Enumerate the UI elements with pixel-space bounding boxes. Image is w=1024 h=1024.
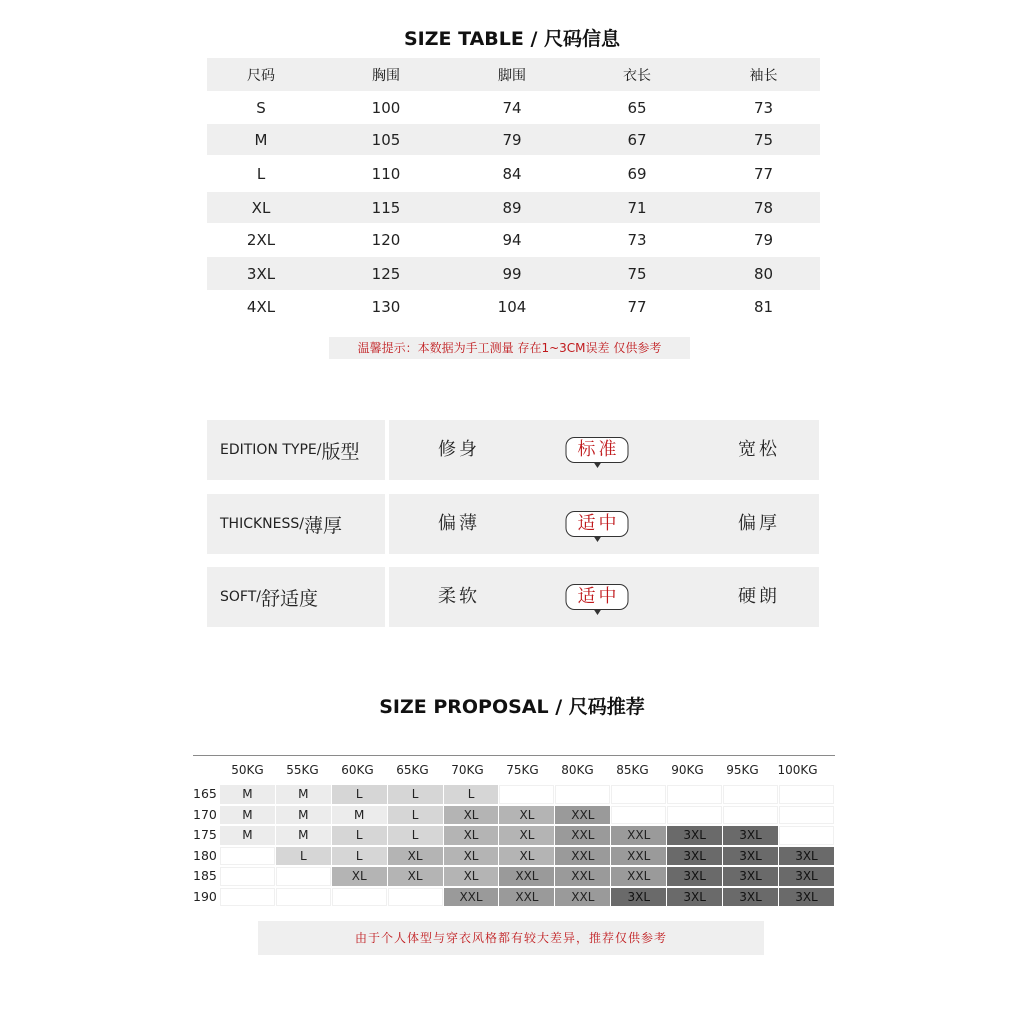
size-recommendation-cell: XXL: [499, 867, 554, 886]
attribute-label: [207, 420, 385, 480]
size-row: [207, 192, 820, 223]
size-recommendation-cell: [779, 826, 834, 845]
size-recommendation-cell: [499, 785, 554, 804]
size-cell: 75: [627, 264, 647, 283]
height-row: [193, 805, 835, 826]
height-row: [193, 825, 835, 846]
size-recommendation-cell: XL: [499, 826, 554, 845]
size-recommendation-cell: [388, 888, 443, 907]
size-recommendation-cell: M: [220, 826, 275, 845]
size-cell: 115: [371, 198, 401, 217]
header-cell: 脚围: [498, 67, 526, 84]
height-row: [193, 784, 835, 805]
size-recommendation-cell: M: [276, 826, 331, 845]
size-recommendation-cell: L: [388, 806, 443, 825]
weight-header: 70KG: [451, 763, 484, 777]
height-label: 185: [193, 868, 217, 883]
attribute-row: [207, 494, 819, 554]
size-cell: 99: [502, 264, 522, 283]
size-recommendation-cell: XL: [388, 847, 443, 866]
size-cell: 84: [502, 164, 522, 183]
height-label: 170: [193, 806, 217, 822]
size-cell: XL: [251, 198, 271, 217]
size-cell: 69: [627, 164, 647, 183]
size-recommendation-cell: [779, 806, 834, 825]
size-cell: 79: [753, 231, 774, 249]
attribute-label-en: THICKNESS/: [220, 516, 304, 532]
size-recommendation-cell: L: [276, 847, 331, 866]
size-recommendation-cell: XL: [499, 806, 554, 825]
size-cell: 3XL: [246, 264, 276, 283]
size-recommendation-cell: [779, 785, 834, 804]
size-recommendation-cell: [667, 806, 722, 825]
size-row: [207, 257, 820, 290]
size-recommendation-cell: XL: [444, 826, 499, 845]
attribute-options: [389, 420, 819, 480]
size-cell: S: [256, 98, 266, 117]
height-row: [193, 846, 835, 867]
attribute-label: [207, 494, 385, 554]
attribute-options: [389, 567, 819, 627]
size-recommendation-cell: L: [332, 826, 387, 845]
attribute-label-zh: 舒适度: [260, 587, 318, 610]
size-recommendation-cell: XL: [332, 867, 387, 886]
pointer-icon: [593, 462, 601, 468]
size-recommendation-cell: XL: [444, 867, 499, 886]
attribute-row: [207, 420, 819, 480]
attribute-option: [738, 494, 780, 554]
size-cell: 65: [627, 98, 647, 117]
attribute-option-selected: [566, 437, 629, 463]
attribute-option-selected: [566, 584, 629, 610]
attribute-label-en: EDITION TYPE/: [220, 442, 322, 458]
height-label: 180: [193, 847, 217, 863]
size-recommendation-cell: L: [332, 785, 387, 804]
height-row: [193, 887, 835, 908]
size-cell: 77: [753, 164, 774, 183]
attribute-option: [438, 494, 480, 554]
header-cell: 胸围: [372, 67, 400, 84]
size-cell: 75: [753, 130, 774, 149]
attribute-options: [389, 494, 819, 554]
size-recommendation-cell: XXL: [444, 888, 499, 907]
attribute-option-text: 修身: [438, 439, 480, 460]
size-row: [207, 155, 820, 192]
size-cell: 73: [753, 98, 774, 117]
size-cell: 130: [371, 298, 401, 316]
size-cell: M: [254, 130, 268, 149]
size-recommendation-cell: M: [276, 806, 331, 825]
weight-header: 90KG: [671, 763, 704, 777]
pointer-icon: [593, 536, 601, 542]
size-recommendation-cell: XL: [444, 806, 499, 825]
size-proposal-title: SIZE PROPOSAL / 尺码推荐: [379, 696, 645, 718]
attribute-option-text: 偏薄: [438, 513, 480, 534]
size-recommendation-cell: XL: [499, 847, 554, 866]
size-cell: 77: [627, 298, 647, 316]
size-cell: L: [256, 164, 266, 183]
size-cell: 74: [502, 98, 522, 117]
size-recommendation-cell: [611, 806, 666, 825]
size-cell: 71: [627, 198, 647, 217]
size-recommendation-cell: 3XL: [779, 867, 834, 886]
attribute-option-text: 硬朗: [738, 586, 780, 607]
size-cell: 4XL: [246, 298, 276, 316]
attribute-option: [438, 420, 480, 480]
size-table: [207, 58, 820, 324]
header-cell: 袖长: [749, 67, 778, 84]
size-cell: 67: [627, 130, 647, 149]
weight-header-row: [193, 756, 835, 784]
size-cell: 105: [371, 130, 401, 149]
size-proposal-table: [193, 755, 835, 907]
size-cell: 89: [502, 198, 522, 217]
header-cell: 衣长: [623, 67, 651, 84]
size-recommendation-cell: XXL: [555, 867, 610, 886]
attribute-option-selected: [566, 511, 629, 537]
size-recommendation-cell: XL: [388, 867, 443, 886]
size-recommendation-cell: 3XL: [667, 826, 722, 845]
size-recommendation-cell: XXL: [611, 826, 666, 845]
size-cell: 79: [502, 130, 522, 149]
size-recommendation-cell: [723, 785, 778, 804]
size-row: [207, 91, 820, 124]
size-cell: 94: [502, 231, 522, 249]
size-cell: 78: [753, 198, 774, 217]
weight-header: 100KG: [777, 763, 818, 777]
size-recommendation-cell: 3XL: [723, 867, 778, 886]
weight-header: 85KG: [616, 763, 649, 777]
size-recommendation-cell: 3XL: [611, 888, 666, 907]
attribute-option: [738, 567, 780, 627]
attribute-option: [738, 420, 780, 480]
attribute-label-en: SOFT/: [220, 589, 261, 605]
weight-header: 65KG: [396, 763, 429, 777]
size-table-header: [207, 58, 820, 91]
attribute-option-text: 标准: [577, 439, 620, 460]
size-recommendation-cell: XL: [444, 847, 499, 866]
measurement-note: 温馨提示：本数据为手工测量 存在1~3CM误差 仅供参考: [329, 337, 690, 359]
size-cell: 125: [371, 264, 401, 283]
size-recommendation-cell: [220, 867, 275, 886]
header-cell: 尺码: [247, 67, 275, 84]
size-recommendation-cell: [667, 785, 722, 804]
size-cell: 81: [753, 298, 774, 316]
size-table-title: SIZE TABLE / 尺码信息: [403, 28, 621, 50]
size-cell: 104: [497, 298, 527, 316]
size-recommendation-cell: [276, 888, 331, 907]
size-recommendation-cell: 3XL: [779, 888, 834, 907]
size-recommendation-cell: XXL: [611, 847, 666, 866]
size-recommendation-cell: XXL: [555, 806, 610, 825]
attribute-option: [438, 567, 480, 627]
attribute-option-text: 适中: [577, 586, 620, 607]
size-recommendation-cell: [611, 785, 666, 804]
size-recommendation-cell: 3XL: [667, 888, 722, 907]
size-recommendation-cell: [332, 888, 387, 907]
size-recommendation-cell: L: [444, 785, 499, 804]
size-recommendation-cell: 3XL: [723, 826, 778, 845]
pointer-icon: [593, 609, 601, 615]
size-recommendation-cell: M: [220, 785, 275, 804]
size-recommendation-cell: XXL: [555, 847, 610, 866]
size-cell: 73: [627, 231, 647, 249]
height-row: [193, 866, 835, 887]
weight-header: 50KG: [231, 763, 264, 777]
weight-header: 80KG: [561, 763, 594, 777]
size-recommendation-cell: XXL: [555, 888, 610, 907]
size-recommendation-cell: 3XL: [667, 847, 722, 866]
height-label: 165: [193, 786, 217, 801]
size-row: [207, 290, 820, 324]
weight-header: 95KG: [726, 763, 759, 777]
size-recommendation-cell: M: [332, 806, 387, 825]
size-recommendation-cell: L: [388, 826, 443, 845]
weight-header: 75KG: [506, 763, 539, 777]
weight-header: 60KG: [341, 763, 374, 777]
weight-header: 55KG: [286, 763, 319, 777]
size-row: [207, 124, 820, 155]
size-cell: 80: [753, 264, 774, 283]
size-recommendation-cell: [220, 847, 275, 866]
size-recommendation-cell: 3XL: [779, 847, 834, 866]
attribute-label: [207, 567, 385, 627]
size-recommendation-cell: XXL: [499, 888, 554, 907]
size-cell: 100: [371, 98, 401, 117]
size-recommendation-cell: 3XL: [723, 888, 778, 907]
size-cell: 120: [371, 231, 401, 249]
height-label: 175: [193, 827, 217, 842]
attribute-option-text: 适中: [577, 513, 620, 534]
size-recommendation-cell: [555, 785, 610, 804]
size-recommendation-cell: M: [276, 785, 331, 804]
size-cell: 110: [371, 164, 401, 183]
size-recommendation-cell: L: [388, 785, 443, 804]
proposal-note: 由于个人体型与穿衣风格都有较大差异，推荐仅供参考: [258, 921, 764, 955]
size-recommendation-cell: M: [220, 806, 275, 825]
height-label: 190: [193, 888, 217, 904]
size-recommendation-cell: XXL: [555, 826, 610, 845]
size-recommendation-cell: 3XL: [723, 847, 778, 866]
size-row: [207, 223, 820, 257]
size-cell: 2XL: [246, 231, 276, 249]
attribute-row: [207, 567, 819, 627]
attribute-option-text: 宽松: [738, 439, 780, 460]
size-recommendation-cell: XXL: [611, 867, 666, 886]
size-recommendation-cell: [220, 888, 275, 907]
size-recommendation-cell: 3XL: [667, 867, 722, 886]
size-recommendation-cell: L: [332, 847, 387, 866]
attribute-label-zh: 版型: [321, 440, 360, 463]
attribute-label-zh: 薄厚: [303, 514, 342, 537]
size-recommendation-cell: [276, 867, 331, 886]
size-recommendation-cell: [723, 806, 778, 825]
attribute-option-text: 柔软: [438, 586, 480, 607]
attribute-option-text: 偏厚: [738, 513, 780, 534]
